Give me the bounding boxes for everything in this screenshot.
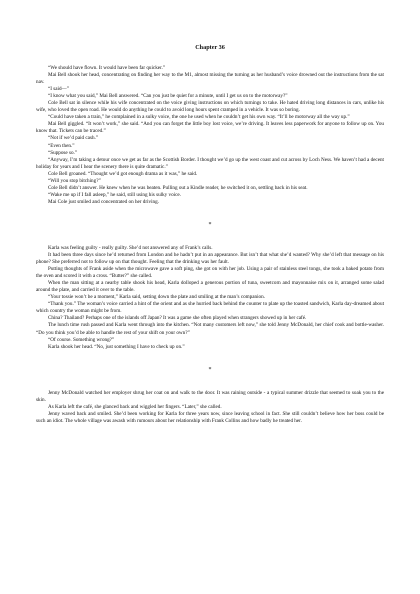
paragraph: “Will you stop bitching?”	[48, 177, 101, 184]
paragraph: It had been three days since he’d returned from London and he hadn’t put in an appearance. But isn’t that what she’d wanted? Why she’d left that message on his phone? She preferred not to follow up on that thought. Feeling that the drinking was her fault.	[36, 251, 384, 266]
paragraph: Cole Bell groaned. “Thought we’d got enough drama as it was,” he said.	[48, 170, 198, 177]
paragraph: “Not if we’d paid cash.”	[48, 135, 99, 142]
paragraph: “Even then.”	[48, 142, 75, 149]
section-break: *	[208, 366, 212, 373]
paragraph: Putting thoughts of Frank aside when the microwave gave a soft ping, she got on with her job. Using a pair of stainless steel tongs, she took a baked potato from the oven and scored it with a cross. “Butter?” she called.	[36, 266, 384, 280]
paragraph: Karla was feeling guilty - really guilty. She’d not answered any of Frank’s calls.	[48, 244, 213, 251]
paragraph: “Could have taken a train,” he complained in a sulky voice, the one he used when he couldn’t get his own way. “It’ll be motorway all the way up.”	[48, 114, 350, 121]
paragraph: Jenny waved back and smiled. She’d been working for Karla for three years now, since leaving school in fact. She still couldn’t believe how her boss could be such an idiot. The whole village was awash with rumours about her relationship with Frank Collins and how badly he treated her.	[36, 410, 384, 424]
paragraph: Mai Bell shook her head, concentrating on finding her way to the M1, almost missing the turning as her husband’s voice drowned out the instructions from the sat nav.	[36, 72, 384, 86]
chapter-body	[36, 65, 384, 425]
chapter-title: Chapter 36	[195, 44, 225, 51]
paragraph: Cole Bell sat in silence while his wife concentrated on the voice giving instructions on which turnings to take. He hated driving long distances in cars, unlike his wife, who loved the open road. He would do anything he could to avoid long hours spent cramped in a vehicle. It was so boring.	[36, 100, 384, 114]
paragraph: Mai Bell giggled. “It won’t work,” she said. “And you can forget the little boy lost voice, we’re driving. It leaves less paperwork for anyone to follow up on. You know that. Tickets can be traced.”	[36, 121, 384, 135]
section-break: *	[208, 221, 212, 228]
paragraph: Mai Cole just smiled and concentrated on her driving.	[48, 198, 159, 205]
paragraph: “Your tossie won’t be a moment,” Karla said, setting down the plate and smiling at the man’s companion.	[48, 294, 265, 301]
paragraph: “Wake me up if I fall asleep,” he said, still using his sulky voice.	[48, 191, 181, 198]
paragraph: “Suppose so.”	[48, 149, 78, 156]
paragraph: As Karla left the café, she glanced back and wiggled her fingers. “Later,” she called.	[48, 403, 222, 410]
paragraph: “We should have flown. It would have been far quicker.”	[48, 65, 166, 71]
paragraph: “Anyway, I’m taking a detour once we get as far as the Scottish Border. I thought we’d go up the west coast and cut across by Loch Ness. We haven’t had a decent holiday for years and I hear the scenery there is quite dramatic.”	[36, 156, 384, 170]
paragraph: “Of course. Something wrong?”	[48, 336, 115, 343]
paragraph: China? Thailand? Perhaps one of the islands off Japan? It was a game she often played when strangers showed up in her café.	[48, 315, 307, 322]
paragraph: When the man sitting at a nearby table shook his head, Karla dolloped a generous portion of tuna, sweetcorn and mayonnaise mix on it, arranged some salad around the plate, and carried it over to the table.	[36, 280, 384, 294]
paragraph: Cole Bell didn’t answer. He knew when he was beaten. Pulling out a Kindle reader, he switched it on, settling back in his seat.	[48, 184, 308, 191]
paragraph: “Thank you.” The woman’s voice carried a hint of the orient and as she hurried back behind the counter to plate up the toasted sandwich, Karla day-dreamed about which country the woman might be from.	[36, 301, 384, 315]
paragraph: “I said—”	[48, 86, 69, 93]
paragraph: “I know what you said,” Mai Bell answered. “Can you just be quiet for a minute, until I get us on to the motorway?”	[48, 93, 288, 100]
paragraph: Karla shook her head. “No, just something I have to check up on.”	[48, 343, 185, 350]
paragraph: The lunch time rush passed and Karla went through into the kitchen. “Not many customers left now,” she told Jenny McDonald, her chief cook and bottle-washer. “Do you think you’d be able to handle the rest of your shift on your own?”	[36, 322, 384, 336]
paragraph: Jenny McDonald watched her employer shrug her coat on and walk to the door. It was raining outside - a typical summer drizzle that seemed to soak you to the skin.	[36, 389, 384, 403]
